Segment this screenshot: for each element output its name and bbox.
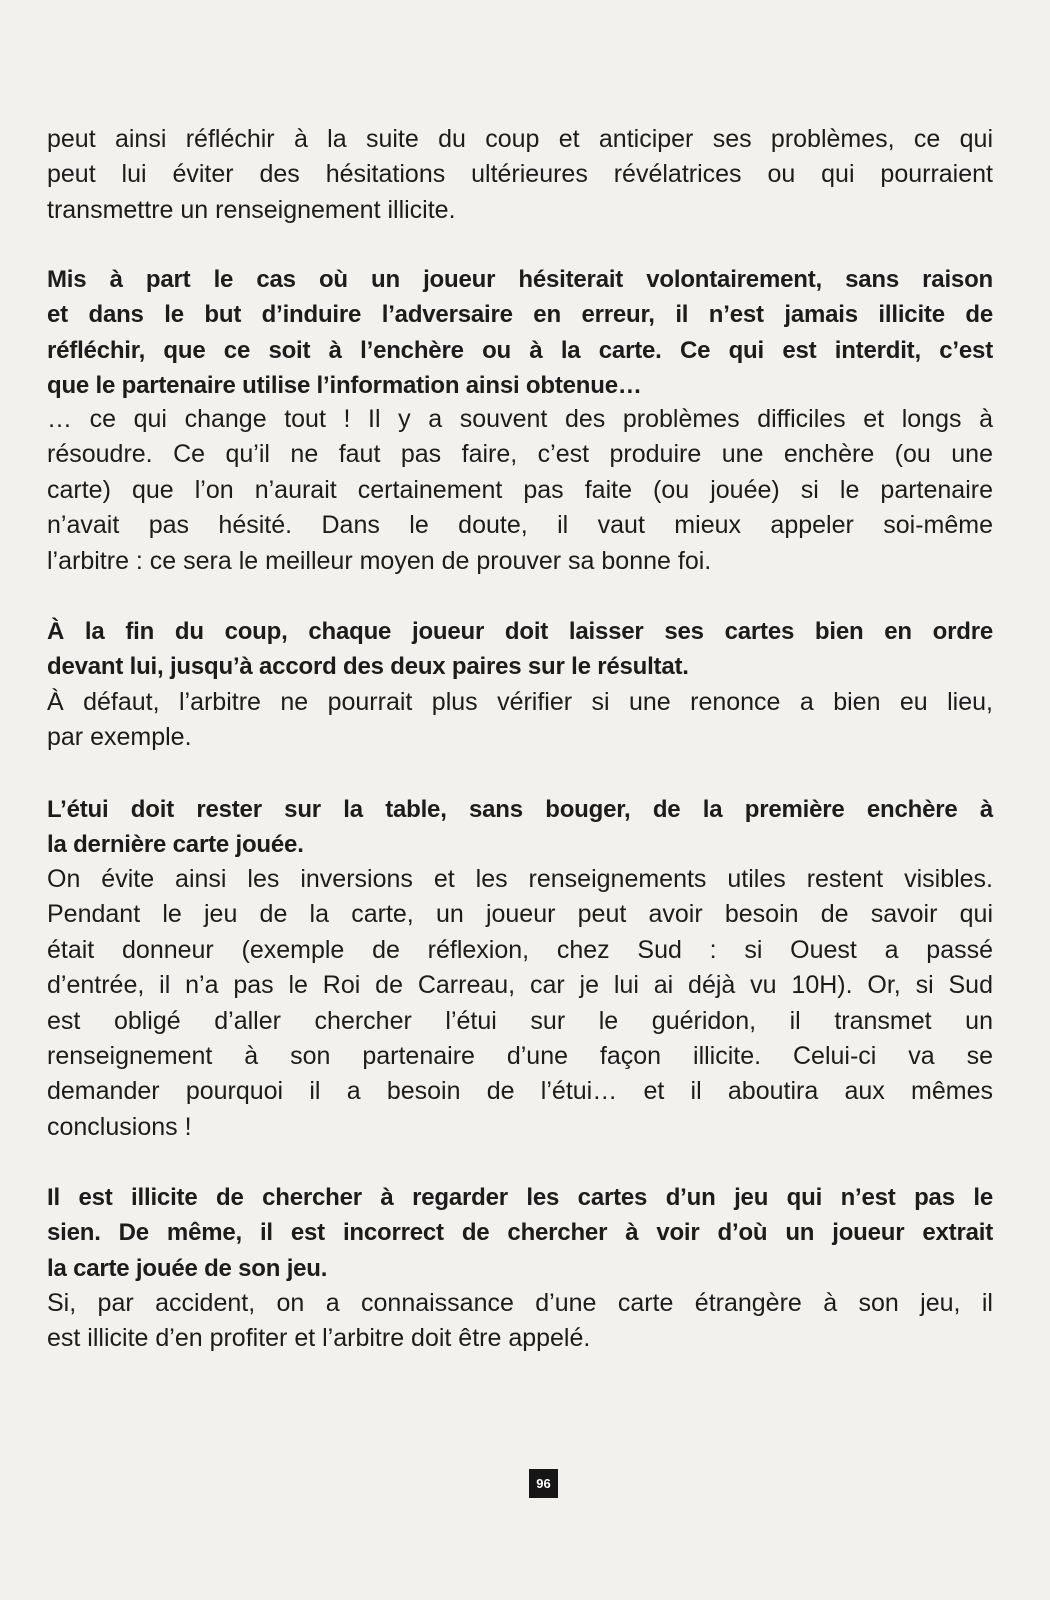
text-line: était donneur (exemple de réflexion, chez Sud : si Ouest a passé [47,935,993,964]
text-line: Mis à part le cas où un joueur hésiterait volontairement, sans raison [47,266,993,293]
text-line: On évite ainsi les inversions et les renseignements utiles restent visibles. [47,865,993,893]
text-line: Pendant le jeu de la carte, un joueur peut avoir besoin de savoir qui [47,900,993,929]
text-line: renseignement à son partenaire d’une façon illicite. Celui-ci va se [47,1041,993,1070]
paragraph [47,862,993,1145]
text-line: peut ainsi réfléchir à la suite du coup et anticiper ses problèmes, ce qui [47,125,993,153]
bold-paragraph [47,614,993,685]
text-line: n’avait pas hésité. Dans le doute, il vaut mieux appeler soi-même [47,511,993,540]
text-line: devant lui, jusqu’à accord des deux paires sur le résultat. [47,653,689,681]
text-line: est obligé d’aller chercher l’étui sur le guéridon, il transmet un [47,1006,993,1035]
text-line: sien. De même, il est incorrect de chercher à voir d’où un joueur extrait [47,1219,993,1247]
text-line: d’entrée, il n’a pas le Roi de Carreau, car je lui ai déjà vu 10H). Or, si Sud [47,971,993,1000]
text-line: transmettre un renseignement illicite. [47,195,456,224]
text-line: réfléchir, que ce soit à l’enchère ou à la carte. Ce qui est interdit, c’est [47,336,993,364]
text-line: par exemple. [47,723,192,752]
text-line: peut lui éviter des hésitations ultérieures révélatrices ou qui pourraient [47,160,993,189]
bold-paragraph [47,792,993,863]
paragraph [47,685,993,756]
paragraph [47,122,993,228]
page-number: 96 [529,1469,558,1498]
text-line: L’étui doit rester sur la table, sans bouger, de la première enchère à [47,796,993,823]
text-line: résoudre. Ce qu’il ne faut pas faire, c’est produire une enchère (ou une [47,440,993,469]
text-line: que le partenaire utilise l’information ainsi obtenue… [47,372,642,400]
text-line: la carte jouée de son jeu. [47,1254,328,1282]
text-line: demander pourquoi il a besoin de l’étui… et il aboutira aux mêmes [47,1077,993,1106]
text-line: et dans le but d’induire l’adversaire en erreur, il n’est jamais illicite de [47,301,993,329]
text-line: l’arbitre : ce sera le meilleur moyen de prouver sa bonne foi. [47,546,712,575]
text-line: Il est illicite de chercher à regarder les cartes d’un jeu qui n’est pas le [47,1184,993,1211]
text-line: … ce qui change tout ! Il y a souvent des problèmes difficiles et longs à [47,405,993,433]
text-line: la dernière carte jouée. [47,831,304,859]
bold-paragraph [47,262,993,404]
paragraph [47,1286,993,1357]
paragraph [47,402,993,579]
text-line: Si, par accident, on a connaissance d’une carte étrangère à son jeu, il [47,1289,993,1317]
text-line: carte) que l’on n’aurait certainement pas faite (ou jouée) si le partenaire [47,475,993,504]
text-line: À la fin du coup, chaque joueur doit laisser ses cartes bien en ordre [47,618,993,645]
text-line: conclusions ! [47,1112,192,1141]
text-line: À défaut, l’arbitre ne pourrait plus vérifier si une renonce a bien eu lieu, [47,688,993,716]
text-line: est illicite d’en profiter et l’arbitre doit être appelé. [47,1324,591,1353]
bold-paragraph [47,1180,993,1286]
